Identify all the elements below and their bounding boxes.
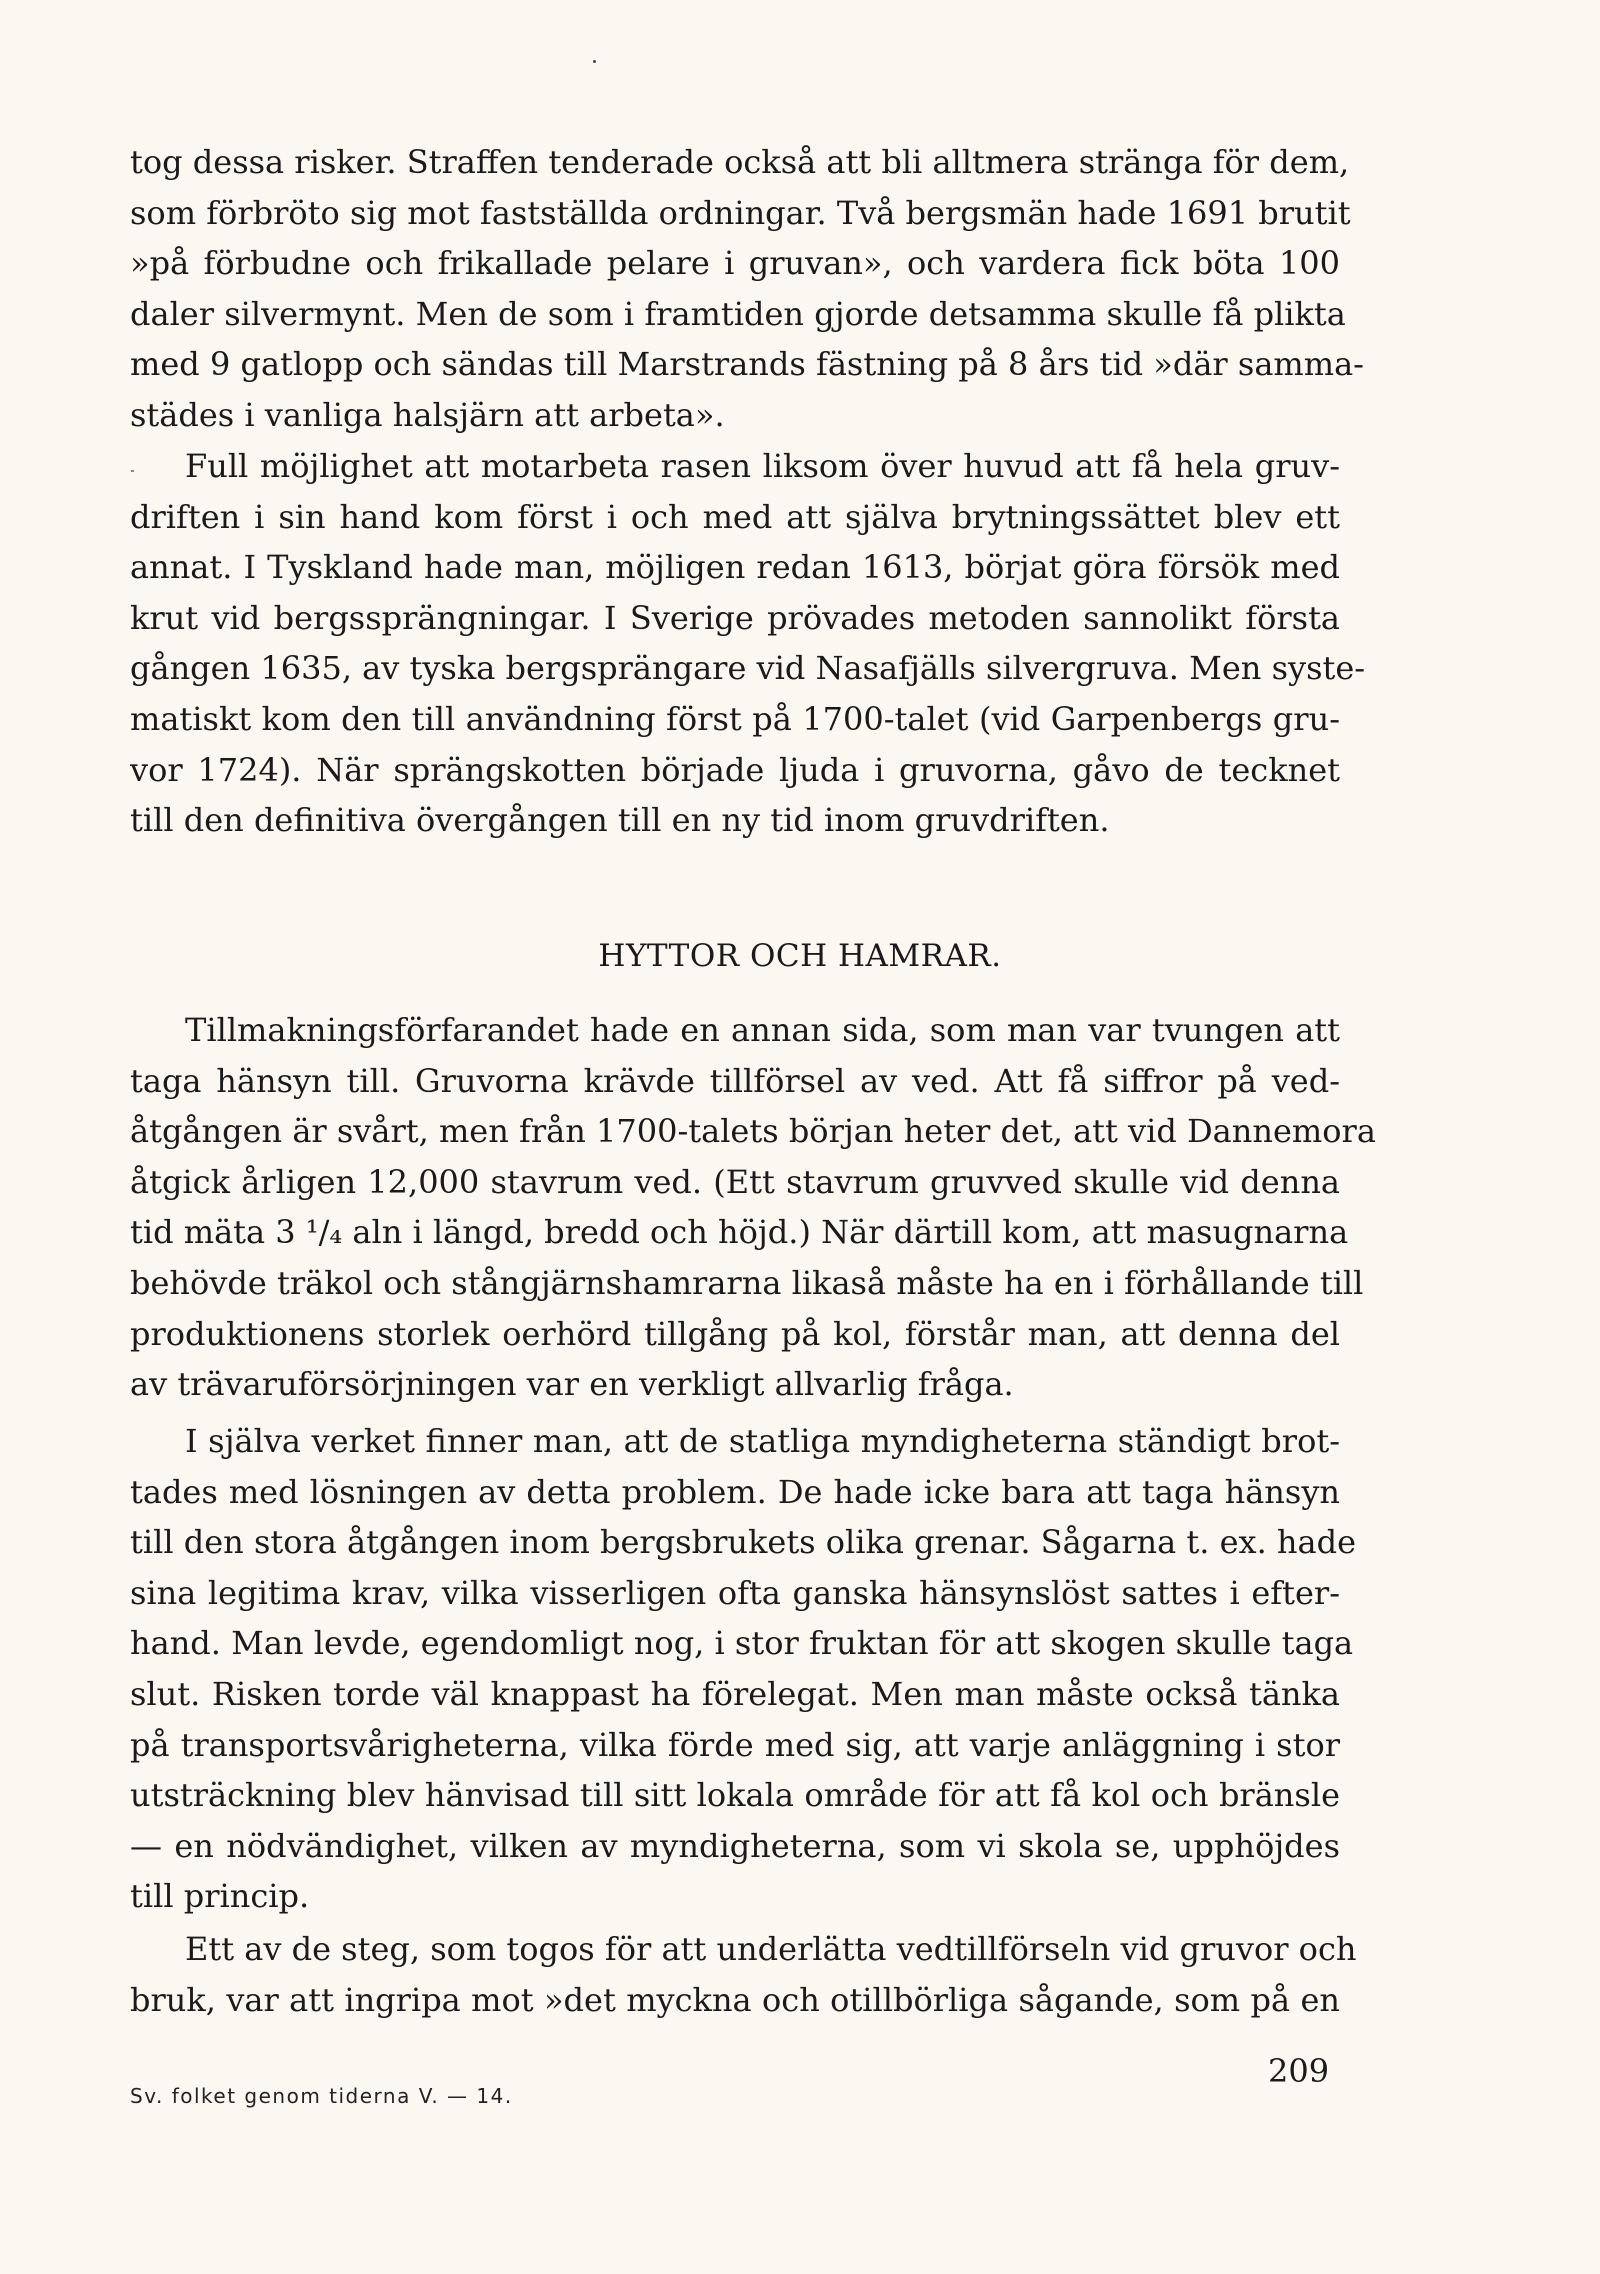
text-line: produktionens storlek oerhörd tillgång på kol, förstår man, att denna del [130, 1314, 1340, 1353]
footer-signature: Sv. folket genom tiderna V. — 14. [130, 2084, 513, 2108]
text-line: till den definitiva övergången till en ny tid inom gruvdriften. [130, 801, 1110, 840]
text-line: åtgick årligen 12,000 stavrum ved. (Ett stavrum gruvved skulle vid denna [130, 1162, 1340, 1201]
text-line: åtgången är svårt, men från 1700-talets början heter det, att vid Dannemora [130, 1112, 1376, 1151]
text-line: gången 1635, av tyska bergsprängare vid Nasafjälls silvergruva. Men syste- [130, 649, 1366, 688]
text-line: bruk, var att ingripa mot »det myckna och otillbörliga sågande, som på en [130, 1980, 1340, 2019]
text-line: Ett av de steg, som togos för att underlätta vedtillförseln vid gruvor och [185, 1930, 1357, 1968]
text-line: slut. Risken torde väl knappast ha förelegat. Men man måste också tänka [130, 1674, 1340, 1713]
text-line: tades med lösningen av detta problem. De hade icke bara att taga hänsyn [130, 1472, 1340, 1511]
text-line: Full möjlighet att motarbeta rasen liksom över huvud att få hela gruv- [185, 447, 1340, 485]
text-line: taga hänsyn till. Gruvorna krävde tillförsel av ved. Att få siffror på ved- [130, 1061, 1340, 1100]
text-line: — en nödvändighet, vilken av myndigheterna, som vi skola se, upphöjdes [130, 1826, 1340, 1865]
speck-mark [593, 60, 596, 63]
text-line: med 9 gatlopp och sändas till Marstrands fästning på 8 års tid »där samma- [130, 345, 1364, 384]
text-line: I själva verket finner man, att de statliga myndigheterna ständigt brot- [185, 1422, 1340, 1460]
text-line: städes i vanliga halsjärn att arbeta». [130, 395, 725, 434]
text-line: till princip. [130, 1877, 310, 1916]
text-line: behövde träkol och stångjärnshamrarna likaså måste ha en i förhållande till [130, 1263, 1364, 1302]
page-number: 209 [1268, 2052, 1330, 2090]
paragraph-4 [130, 1416, 1357, 1922]
text-line: Tillmakningsförfarandet hade en annan sida, som man var tvungen att [185, 1011, 1340, 1049]
paragraph-1 [130, 137, 1364, 441]
text-line: som förbröto sig mot fastställda ordningar. Två bergsmän hade 1691 brutit [130, 193, 1351, 232]
text-line: utsträckning blev hänvisad till sitt lokala område för att få kol och bränsle [130, 1776, 1340, 1815]
paragraph-5 [130, 1924, 1357, 2025]
text-line: daler silvermynt. Men de som i framtiden gjorde detsamma skulle få plikta [130, 294, 1346, 333]
text-line: »på förbudne och frikallade pelare i gruvan», och vardera fick böta 100 [130, 244, 1340, 283]
text-line: till den stora åtgången inom bergsbrukets olika grenar. Sågarna t. ex. hade [130, 1523, 1357, 1562]
text-line: tid mäta 3 ¹/₄ aln i längd, bredd och höjd.) När därtill kom, att masugnarna [130, 1213, 1349, 1252]
paragraph-3 [130, 1005, 1376, 1410]
text-line: sina legitima krav, vilka visserligen ofta ganska hänsynslöst sattes i efter- [130, 1573, 1340, 1612]
text-line: tog dessa risker. Straffen tenderade också att bli alltmera stränga för dem, [130, 143, 1350, 181]
section-heading: HYTTOR OCH HAMRAR. [598, 938, 1002, 974]
text-line: annat. I Tyskland hade man, möjligen redan 1613, börjat göra försök med [130, 548, 1340, 587]
text-line: vor 1724). När sprängskotten började ljuda i gruvorna, gåvo de tecknet [130, 750, 1340, 789]
text-line: av trävaruförsörjningen var en verkligt allvarlig fråga. [130, 1365, 1014, 1404]
text-line: på transportsvårigheterna, vilka förde med sig, att varje anläggning i stor [130, 1725, 1340, 1764]
text-line: hand. Man levde, egendomligt nog, i stor fruktan för att skogen skulle taga [130, 1624, 1354, 1663]
text-line: matiskt kom den till användning först på 1700-talet (vid Garpenbergs gru- [130, 699, 1340, 738]
text-line: krut vid bergssprängningar. I Sverige prövades metoden sannolikt första [130, 598, 1340, 637]
text-line: driften i sin hand kom först i och med att själva brytningssättet blev ett [130, 497, 1340, 536]
paragraph-2 [130, 441, 1366, 846]
